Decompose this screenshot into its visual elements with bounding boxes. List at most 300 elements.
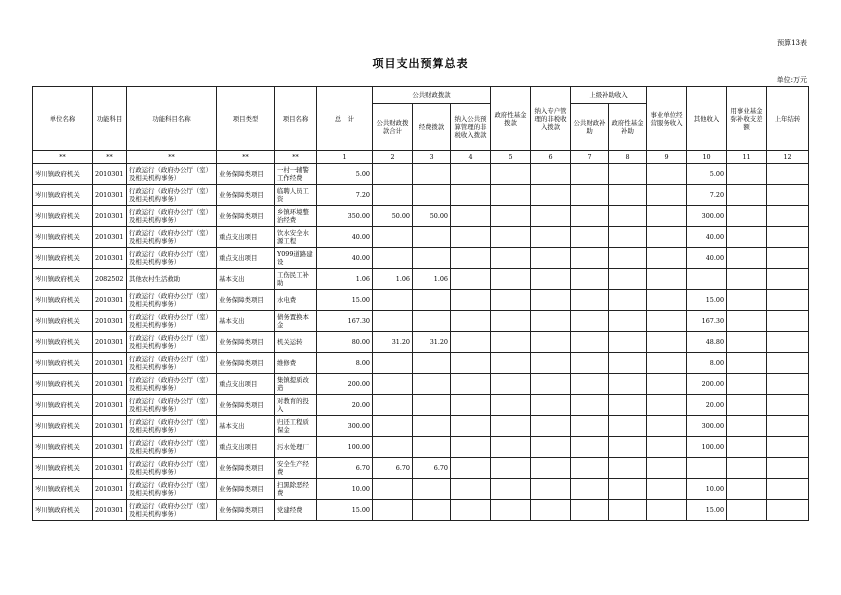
- cell-govt-fund: [491, 206, 531, 227]
- table-row: [33, 416, 809, 437]
- header-govt-fund: 政府性基金拨款: [491, 87, 531, 151]
- cell-public-finance-total: [373, 500, 413, 521]
- cell-carryover: [767, 458, 809, 479]
- cell-carryover: [767, 311, 809, 332]
- cell-project-name: 安全生产经费: [275, 458, 317, 479]
- cell-biz-fund-offset: [727, 353, 767, 374]
- cell-special-account: [531, 437, 571, 458]
- cell-biz-fund-offset: [727, 227, 767, 248]
- cell-operating-funds: 50.00: [413, 206, 451, 227]
- cell-carryover: [767, 164, 809, 185]
- cell-superior-govt-fund: [609, 290, 647, 311]
- header-other-income: 其他收入: [687, 87, 727, 151]
- cell-public-finance-total: [373, 164, 413, 185]
- cell-func-name: 其他农村生活救助: [127, 269, 217, 290]
- cell-superior-govt-fund: [609, 458, 647, 479]
- cell-special-account: [531, 269, 571, 290]
- cell-govt-fund: [491, 479, 531, 500]
- cell-biz-unit-income: [647, 353, 687, 374]
- header-unit-name: 单位名称: [33, 87, 93, 151]
- table-row: [33, 311, 809, 332]
- cell-biz-unit-income: [647, 227, 687, 248]
- cell-biz-unit-income: [647, 332, 687, 353]
- cell-other-income: 8.00: [687, 353, 727, 374]
- cell-project-name: 机关运转: [275, 332, 317, 353]
- cell-project-type: 业务保障类项目: [217, 353, 275, 374]
- cell-total: 167.30: [317, 311, 373, 332]
- cell-project-type: 业务保障类项目: [217, 332, 275, 353]
- cell-project-type: 业务保障类项目: [217, 479, 275, 500]
- cell-total: 6.70: [317, 458, 373, 479]
- cell-project-name: 集镇提质改造: [275, 374, 317, 395]
- cell-func-code: 2010301: [93, 206, 127, 227]
- cell-unit-name: 岑川镇政府机关: [33, 311, 93, 332]
- cell-project-name: 污水处理厂: [275, 437, 317, 458]
- cell-func-name: 行政运行（政府办公厅（室）及相关机构事务）: [127, 290, 217, 311]
- cell-superior-public: [571, 395, 609, 416]
- header-func-code: 功能科目: [93, 87, 127, 151]
- cell-biz-fund-offset: [727, 206, 767, 227]
- cell-public-finance-total: [373, 185, 413, 206]
- cell-func-name: 行政运行（政府办公厅（室）及相关机构事务）: [127, 311, 217, 332]
- index-cell-carryover: 12: [767, 151, 809, 164]
- cell-superior-govt-fund: [609, 416, 647, 437]
- cell-superior-public: [571, 479, 609, 500]
- cell-carryover: [767, 206, 809, 227]
- table-row: [33, 269, 809, 290]
- header-public-finance-total: 公共财政拨款合计: [373, 104, 413, 151]
- cell-project-name: 对教育的投入: [275, 395, 317, 416]
- index-cell-func-name: **: [127, 151, 217, 164]
- index-row: [33, 151, 809, 164]
- cell-superior-public: [571, 290, 609, 311]
- table-row: [33, 227, 809, 248]
- cell-superior-govt-fund: [609, 374, 647, 395]
- cell-biz-unit-income: [647, 416, 687, 437]
- cell-operating-funds: [413, 416, 451, 437]
- cell-unit-name: 岑川镇政府机关: [33, 500, 93, 521]
- cell-biz-fund-offset: [727, 248, 767, 269]
- cell-biz-fund-offset: [727, 311, 767, 332]
- cell-special-account: [531, 374, 571, 395]
- cell-special-account: [531, 164, 571, 185]
- cell-project-name: 临聘人员工资: [275, 185, 317, 206]
- header-fee-in-budget: 纳入公共预算管理的非税收入拨款: [451, 104, 491, 151]
- cell-other-income: 7.20: [687, 185, 727, 206]
- cell-project-type: 重点支出项目: [217, 227, 275, 248]
- cell-project-type: 基本支出: [217, 416, 275, 437]
- cell-biz-unit-income: [647, 437, 687, 458]
- header-superior-govt-fund: 政府性基金补助: [609, 104, 647, 151]
- cell-other-income: 167.30: [687, 311, 727, 332]
- cell-govt-fund: [491, 248, 531, 269]
- cell-total: 40.00: [317, 248, 373, 269]
- header-superior-public: 公共财政补助: [571, 104, 609, 151]
- cell-other-income: [687, 269, 727, 290]
- cell-public-finance-total: [373, 248, 413, 269]
- page-title: 项目支出预算总表: [372, 57, 469, 70]
- cell-other-income: 10.00: [687, 479, 727, 500]
- cell-govt-fund: [491, 374, 531, 395]
- cell-operating-funds: 31.20: [413, 332, 451, 353]
- cell-special-account: [531, 416, 571, 437]
- cell-superior-govt-fund: [609, 164, 647, 185]
- cell-superior-govt-fund: [609, 479, 647, 500]
- cell-public-finance-total: 50.00: [373, 206, 413, 227]
- cell-public-finance-total: [373, 374, 413, 395]
- cell-carryover: [767, 332, 809, 353]
- cell-unit-name: 岑川镇政府机关: [33, 416, 93, 437]
- cell-project-name: 归还工程质保金: [275, 416, 317, 437]
- cell-other-income: 40.00: [687, 227, 727, 248]
- cell-special-account: [531, 227, 571, 248]
- cell-operating-funds: [413, 374, 451, 395]
- cell-carryover: [767, 185, 809, 206]
- cell-func-code: 2010301: [93, 311, 127, 332]
- cell-govt-fund: [491, 353, 531, 374]
- table-row: [33, 479, 809, 500]
- cell-carryover: [767, 374, 809, 395]
- cell-carryover: [767, 395, 809, 416]
- cell-operating-funds: [413, 185, 451, 206]
- index-cell-superior-govt-fund: 8: [609, 151, 647, 164]
- cell-total: 100.00: [317, 437, 373, 458]
- cell-fee-in-budget: [451, 500, 491, 521]
- cell-superior-public: [571, 500, 609, 521]
- cell-project-name: 扫黑除恶经费: [275, 479, 317, 500]
- cell-superior-govt-fund: [609, 206, 647, 227]
- cell-govt-fund: [491, 416, 531, 437]
- cell-other-income: 20.00: [687, 395, 727, 416]
- cell-biz-fund-offset: [727, 479, 767, 500]
- cell-project-type: 业务保障类项目: [217, 164, 275, 185]
- cell-project-name: Y099道路建设: [275, 248, 317, 269]
- cell-func-code: 2010301: [93, 374, 127, 395]
- cell-public-finance-total: [373, 395, 413, 416]
- cell-func-name: 行政运行（政府办公厅（室）及相关机构事务）: [127, 374, 217, 395]
- cell-other-income: 300.00: [687, 416, 727, 437]
- table-body: [33, 151, 809, 521]
- cell-carryover: [767, 416, 809, 437]
- cell-fee-in-budget: [451, 479, 491, 500]
- unit-label: 单位:万元: [776, 76, 807, 84]
- index-cell-biz-unit-income: 9: [647, 151, 687, 164]
- cell-public-finance-total: [373, 227, 413, 248]
- cell-superior-public: [571, 206, 609, 227]
- cell-biz-fund-offset: [727, 290, 767, 311]
- cell-govt-fund: [491, 437, 531, 458]
- cell-fee-in-budget: [451, 353, 491, 374]
- cell-total: 15.00: [317, 290, 373, 311]
- cell-func-code: 2010301: [93, 458, 127, 479]
- cell-superior-public: [571, 269, 609, 290]
- cell-other-income: 15.00: [687, 290, 727, 311]
- table-row: [33, 206, 809, 227]
- table-header: [33, 87, 809, 151]
- cell-func-name: 行政运行（政府办公厅（室）及相关机构事务）: [127, 248, 217, 269]
- cell-total: 15.00: [317, 500, 373, 521]
- cell-special-account: [531, 311, 571, 332]
- cell-superior-public: [571, 185, 609, 206]
- cell-project-type: 业务保障类项目: [217, 206, 275, 227]
- cell-func-name: 行政运行（政府办公厅（室）及相关机构事务）: [127, 353, 217, 374]
- cell-biz-fund-offset: [727, 374, 767, 395]
- table-row: [33, 164, 809, 185]
- cell-total: 200.00: [317, 374, 373, 395]
- cell-carryover: [767, 269, 809, 290]
- cell-unit-name: 岑川镇政府机关: [33, 353, 93, 374]
- index-cell-public-finance-total: 2: [373, 151, 413, 164]
- cell-unit-name: 岑川镇政府机关: [33, 458, 93, 479]
- cell-project-type: 重点支出项目: [217, 248, 275, 269]
- cell-superior-govt-fund: [609, 248, 647, 269]
- cell-unit-name: 岑川镇政府机关: [33, 479, 93, 500]
- cell-special-account: [531, 206, 571, 227]
- cell-superior-govt-fund: [609, 227, 647, 248]
- index-cell-fee-in-budget: 4: [451, 151, 491, 164]
- cell-biz-fund-offset: [727, 437, 767, 458]
- cell-project-type: 基本支出: [217, 269, 275, 290]
- cell-fee-in-budget: [451, 290, 491, 311]
- cell-superior-public: [571, 164, 609, 185]
- cell-public-finance-total: [373, 353, 413, 374]
- cell-func-code: 2010301: [93, 332, 127, 353]
- header-superior-subsidy: 上级补助收入: [571, 87, 647, 104]
- cell-carryover: [767, 479, 809, 500]
- cell-fee-in-budget: [451, 458, 491, 479]
- cell-special-account: [531, 458, 571, 479]
- cell-special-account: [531, 248, 571, 269]
- cell-other-income: 5.00: [687, 164, 727, 185]
- cell-func-name: 行政运行（政府办公厅（室）及相关机构事务）: [127, 479, 217, 500]
- cell-func-code: 2010301: [93, 353, 127, 374]
- cell-biz-unit-income: [647, 206, 687, 227]
- cell-superior-public: [571, 311, 609, 332]
- cell-project-name: 饮水安全水源工程: [275, 227, 317, 248]
- cell-superior-public: [571, 437, 609, 458]
- cell-func-name: 行政运行（政府办公厅（室）及相关机构事务）: [127, 458, 217, 479]
- cell-operating-funds: [413, 395, 451, 416]
- cell-project-type: 业务保障类项目: [217, 458, 275, 479]
- cell-biz-fund-offset: [727, 269, 767, 290]
- cell-project-name: 债务置换本金: [275, 311, 317, 332]
- cell-func-code: 2010301: [93, 185, 127, 206]
- cell-func-code: 2010301: [93, 395, 127, 416]
- cell-govt-fund: [491, 311, 531, 332]
- header-operating-funds: 经费拨款: [413, 104, 451, 151]
- header-biz-fund-offset: 用事业基金弥补收支差额: [727, 87, 767, 151]
- cell-func-name: 行政运行（政府办公厅（室）及相关机构事务）: [127, 437, 217, 458]
- cell-func-name: 行政运行（政府办公厅（室）及相关机构事务）: [127, 500, 217, 521]
- cell-project-type: 业务保障类项目: [217, 395, 275, 416]
- cell-superior-public: [571, 416, 609, 437]
- cell-carryover: [767, 437, 809, 458]
- cell-other-income: 48.80: [687, 332, 727, 353]
- cell-func-code: 2010301: [93, 437, 127, 458]
- cell-unit-name: 岑川镇政府机关: [33, 290, 93, 311]
- cell-biz-fund-offset: [727, 500, 767, 521]
- cell-func-name: 行政运行（政府办公厅（室）及相关机构事务）: [127, 395, 217, 416]
- cell-func-code: 2010301: [93, 164, 127, 185]
- cell-public-finance-total: 31.20: [373, 332, 413, 353]
- header-project-name: 项目名称: [275, 87, 317, 151]
- cell-superior-govt-fund: [609, 311, 647, 332]
- cell-biz-unit-income: [647, 311, 687, 332]
- cell-carryover: [767, 353, 809, 374]
- cell-govt-fund: [491, 269, 531, 290]
- cell-carryover: [767, 248, 809, 269]
- cell-project-name: 乡镇环境整治经费: [275, 206, 317, 227]
- table-row: [33, 353, 809, 374]
- cell-project-type: 业务保障类项目: [217, 185, 275, 206]
- cell-operating-funds: [413, 164, 451, 185]
- cell-fee-in-budget: [451, 416, 491, 437]
- header-public-finance: 公共财政拨款: [373, 87, 491, 104]
- cell-operating-funds: 6.70: [413, 458, 451, 479]
- cell-func-code: 2082502: [93, 269, 127, 290]
- cell-project-type: 基本支出: [217, 311, 275, 332]
- cell-special-account: [531, 479, 571, 500]
- header-total: 总 计: [317, 87, 373, 151]
- cell-superior-public: [571, 248, 609, 269]
- cell-biz-unit-income: [647, 269, 687, 290]
- cell-func-code: 2010301: [93, 227, 127, 248]
- header-project-type: 项目类型: [217, 87, 275, 151]
- cell-func-name: 行政运行（政府办公厅（室）及相关机构事务）: [127, 206, 217, 227]
- cell-operating-funds: [413, 500, 451, 521]
- cell-other-income: 200.00: [687, 374, 727, 395]
- index-cell-operating-funds: 3: [413, 151, 451, 164]
- index-cell-total: 1: [317, 151, 373, 164]
- cell-govt-fund: [491, 395, 531, 416]
- cell-operating-funds: [413, 290, 451, 311]
- cell-fee-in-budget: [451, 374, 491, 395]
- cell-total: 300.00: [317, 416, 373, 437]
- index-cell-project-type: **: [217, 151, 275, 164]
- table-row: [33, 395, 809, 416]
- cell-public-finance-total: [373, 479, 413, 500]
- cell-operating-funds: [413, 353, 451, 374]
- cell-superior-govt-fund: [609, 269, 647, 290]
- cell-operating-funds: [413, 227, 451, 248]
- cell-func-code: 2010301: [93, 248, 127, 269]
- cell-fee-in-budget: [451, 248, 491, 269]
- cell-unit-name: 岑川镇政府机关: [33, 374, 93, 395]
- header-carryover: 上年结转: [767, 87, 809, 151]
- index-cell-other-income: 10: [687, 151, 727, 164]
- table-row: [33, 458, 809, 479]
- cell-other-income: 40.00: [687, 248, 727, 269]
- cell-func-name: 行政运行（政府办公厅（室）及相关机构事务）: [127, 332, 217, 353]
- cell-func-code: 2010301: [93, 290, 127, 311]
- index-cell-biz-fund-offset: 11: [727, 151, 767, 164]
- cell-unit-name: 岑川镇政府机关: [33, 164, 93, 185]
- cell-operating-funds: [413, 248, 451, 269]
- cell-operating-funds: [413, 479, 451, 500]
- cell-govt-fund: [491, 458, 531, 479]
- cell-project-name: 水电费: [275, 290, 317, 311]
- cell-total: 20.00: [317, 395, 373, 416]
- cell-project-name: 工伤民工补助: [275, 269, 317, 290]
- cell-public-finance-total: 6.70: [373, 458, 413, 479]
- cell-public-finance-total: [373, 416, 413, 437]
- index-cell-func-code: **: [93, 151, 127, 164]
- table-row: [33, 500, 809, 521]
- cell-func-code: 2010301: [93, 479, 127, 500]
- index-cell-unit-name: **: [33, 151, 93, 164]
- cell-biz-unit-income: [647, 290, 687, 311]
- table-row: [33, 437, 809, 458]
- cell-project-type: 业务保障类项目: [217, 500, 275, 521]
- cell-other-income: 100.00: [687, 437, 727, 458]
- cell-biz-fund-offset: [727, 185, 767, 206]
- cell-superior-public: [571, 374, 609, 395]
- cell-fee-in-budget: [451, 206, 491, 227]
- cell-govt-fund: [491, 332, 531, 353]
- cell-other-income: 15.00: [687, 500, 727, 521]
- cell-unit-name: 岑川镇政府机关: [33, 437, 93, 458]
- cell-func-name: 行政运行（政府办公厅（室）及相关机构事务）: [127, 185, 217, 206]
- cell-govt-fund: [491, 185, 531, 206]
- form-number: 预算13表: [777, 39, 807, 47]
- cell-special-account: [531, 185, 571, 206]
- cell-project-name: 党建经费: [275, 500, 317, 521]
- cell-project-name: 一村一辅警工作经费: [275, 164, 317, 185]
- cell-project-type: 业务保障类项目: [217, 290, 275, 311]
- cell-operating-funds: 1.06: [413, 269, 451, 290]
- cell-biz-fund-offset: [727, 164, 767, 185]
- cell-biz-fund-offset: [727, 395, 767, 416]
- cell-operating-funds: [413, 437, 451, 458]
- cell-biz-unit-income: [647, 479, 687, 500]
- table-row: [33, 332, 809, 353]
- cell-biz-fund-offset: [727, 416, 767, 437]
- header-biz-unit-income: 事业单位经营服务收入: [647, 87, 687, 151]
- cell-other-income: 300.00: [687, 206, 727, 227]
- cell-superior-govt-fund: [609, 332, 647, 353]
- cell-public-finance-total: 1.06: [373, 269, 413, 290]
- budget-table: [32, 86, 809, 521]
- cell-govt-fund: [491, 500, 531, 521]
- cell-unit-name: 岑川镇政府机关: [33, 395, 93, 416]
- table-row: [33, 248, 809, 269]
- cell-special-account: [531, 500, 571, 521]
- index-cell-superior-public: 7: [571, 151, 609, 164]
- cell-other-income: [687, 458, 727, 479]
- cell-unit-name: 岑川镇政府机关: [33, 248, 93, 269]
- cell-superior-govt-fund: [609, 395, 647, 416]
- cell-fee-in-budget: [451, 269, 491, 290]
- cell-unit-name: 岑川镇政府机关: [33, 332, 93, 353]
- cell-fee-in-budget: [451, 332, 491, 353]
- cell-total: 40.00: [317, 227, 373, 248]
- cell-superior-govt-fund: [609, 185, 647, 206]
- cell-special-account: [531, 332, 571, 353]
- table-row: [33, 290, 809, 311]
- cell-govt-fund: [491, 164, 531, 185]
- cell-biz-unit-income: [647, 185, 687, 206]
- cell-superior-public: [571, 227, 609, 248]
- cell-public-finance-total: [373, 311, 413, 332]
- cell-func-code: 2010301: [93, 500, 127, 521]
- cell-total: 1.06: [317, 269, 373, 290]
- cell-special-account: [531, 395, 571, 416]
- cell-govt-fund: [491, 290, 531, 311]
- header-special-account: 纳入专户管理的非税收入拨款: [531, 87, 571, 151]
- cell-fee-in-budget: [451, 227, 491, 248]
- cell-func-name: 行政运行（政府办公厅（室）及相关机构事务）: [127, 164, 217, 185]
- cell-superior-public: [571, 458, 609, 479]
